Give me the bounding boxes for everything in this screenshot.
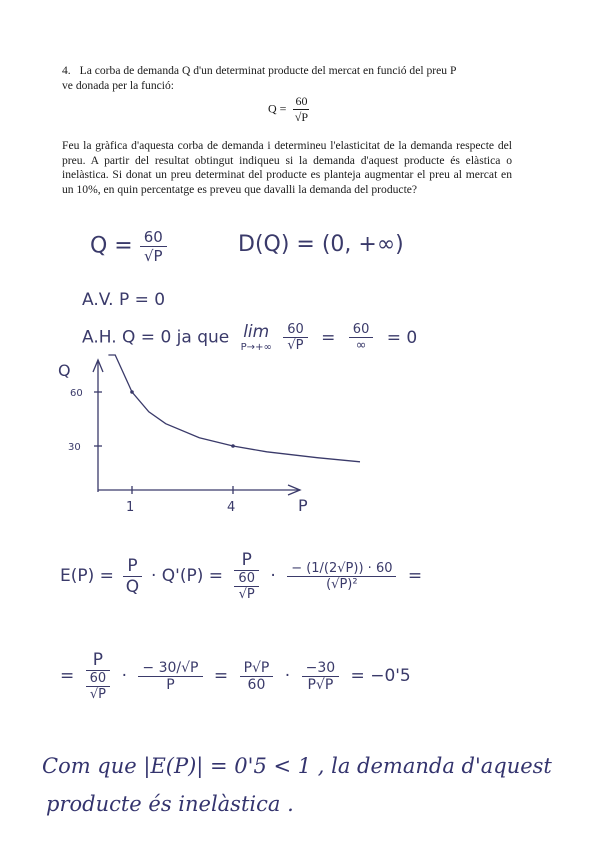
r-dot-2: · (284, 666, 291, 686)
r-equals: = (60, 666, 75, 686)
y-tick-label-30: 30 (68, 442, 81, 453)
problem-number: 4. (62, 64, 71, 77)
vertical-asymptote: A.V. P = 0 (82, 290, 166, 310)
curve-point-1 (231, 444, 235, 448)
conclusion-line-2: producte és inelàstica . (46, 792, 294, 816)
e-q: Q (125, 576, 140, 597)
r-m30b: −30 (302, 660, 340, 677)
problem-task: Feu la gràfica d'aquesta corba de demanda i determineu l'elasticitat de la demanda respecte del preu. A partir del resultat obtingut indiqueu si la demanda d'aquest producte és elàstica o inelàstica. Si donat un preu determinat del producte es planteja augmentar el preu al mercat en un 10%, en quin percentatge es preveu que davalli la demanda del producte? (62, 139, 512, 196)
curve-point-0 (130, 390, 134, 394)
r-p-over-ratio (86, 650, 111, 702)
elasticity-line-1 (60, 550, 422, 602)
e-derivative-numerator: − (1/(2√P)) · 60 (287, 561, 396, 577)
q-numerator: 60 (140, 228, 167, 247)
formula-denominator: √P (294, 110, 309, 124)
r-psqrt: P√P (240, 660, 274, 677)
y-tick-label-60: 60 (70, 388, 83, 399)
e-60: 60 (234, 571, 259, 587)
formula-numerator: 60 (295, 94, 308, 108)
problem-intro-line1: La corba de demanda Q d'un determinat producte del mercat en funció del preu P (79, 64, 457, 77)
e-inner-fraction (234, 571, 259, 602)
r-dot: · (121, 666, 128, 686)
r-60: 60 (86, 671, 111, 687)
r-p2: P (166, 676, 175, 693)
q-lhs: Q = (90, 233, 133, 259)
r-psqrt-fraction (240, 660, 274, 693)
limit-equals: = (321, 327, 336, 348)
r-final-fraction (302, 660, 340, 693)
limit-result: = 0 (386, 327, 418, 348)
e-equals: = (407, 566, 423, 586)
x-tick-label-1: 1 (126, 500, 135, 515)
limit-denominator: √P (287, 338, 304, 353)
e-sqrtp: √P (238, 587, 255, 602)
infinity-numerator: 60 (349, 322, 374, 338)
r-result: = −0'5 (350, 666, 411, 686)
problem-intro-line2: ve donada per la funció: (62, 78, 175, 92)
formula-lhs: Q = (268, 101, 287, 116)
r-derivative-fraction (138, 660, 202, 693)
q-denominator: √P (143, 247, 163, 265)
r-inner-fraction (86, 671, 111, 702)
e-p-over-ratio (234, 550, 259, 602)
x-axis-label: P (298, 496, 308, 515)
e-derivative-denominator: (√P)² (326, 576, 358, 592)
e-p2: P (234, 550, 259, 571)
limit-numerator: 60 (283, 322, 308, 338)
limit-word: lim (243, 322, 270, 342)
elasticity-line-2 (60, 650, 411, 702)
domain-line: D(Q) = (0, +∞) (238, 232, 404, 257)
e-ratio (234, 571, 259, 602)
e-p: P (123, 556, 141, 577)
e-p-over-q (123, 556, 141, 597)
conclusion-line-1: Com que |E(P)| = 0'5 < 1 , la demanda d'aquest (42, 754, 552, 778)
r-psqrt2: P√P (307, 676, 334, 693)
e-derivative-fraction (287, 561, 396, 592)
e-lhs: E(P) = (60, 566, 114, 586)
r-equals-2: = (213, 666, 229, 686)
e-derivative: · Q'(P) = (150, 566, 224, 586)
limit-subscript: P→+∞ (240, 342, 272, 353)
r-sqrtp: √P (89, 687, 106, 702)
y-axis-label: Q (58, 361, 71, 380)
r-m30: − 30/√P (138, 660, 202, 677)
e-dot2: · (270, 566, 276, 586)
r-p: P (86, 650, 111, 671)
x-tick-label-4: 4 (227, 500, 236, 515)
r-ratio (86, 671, 111, 702)
r-60b: 60 (247, 676, 266, 693)
ah-lhs: A.H. Q = 0 ja que (82, 327, 230, 348)
infinity-denominator: ∞ (355, 338, 367, 353)
